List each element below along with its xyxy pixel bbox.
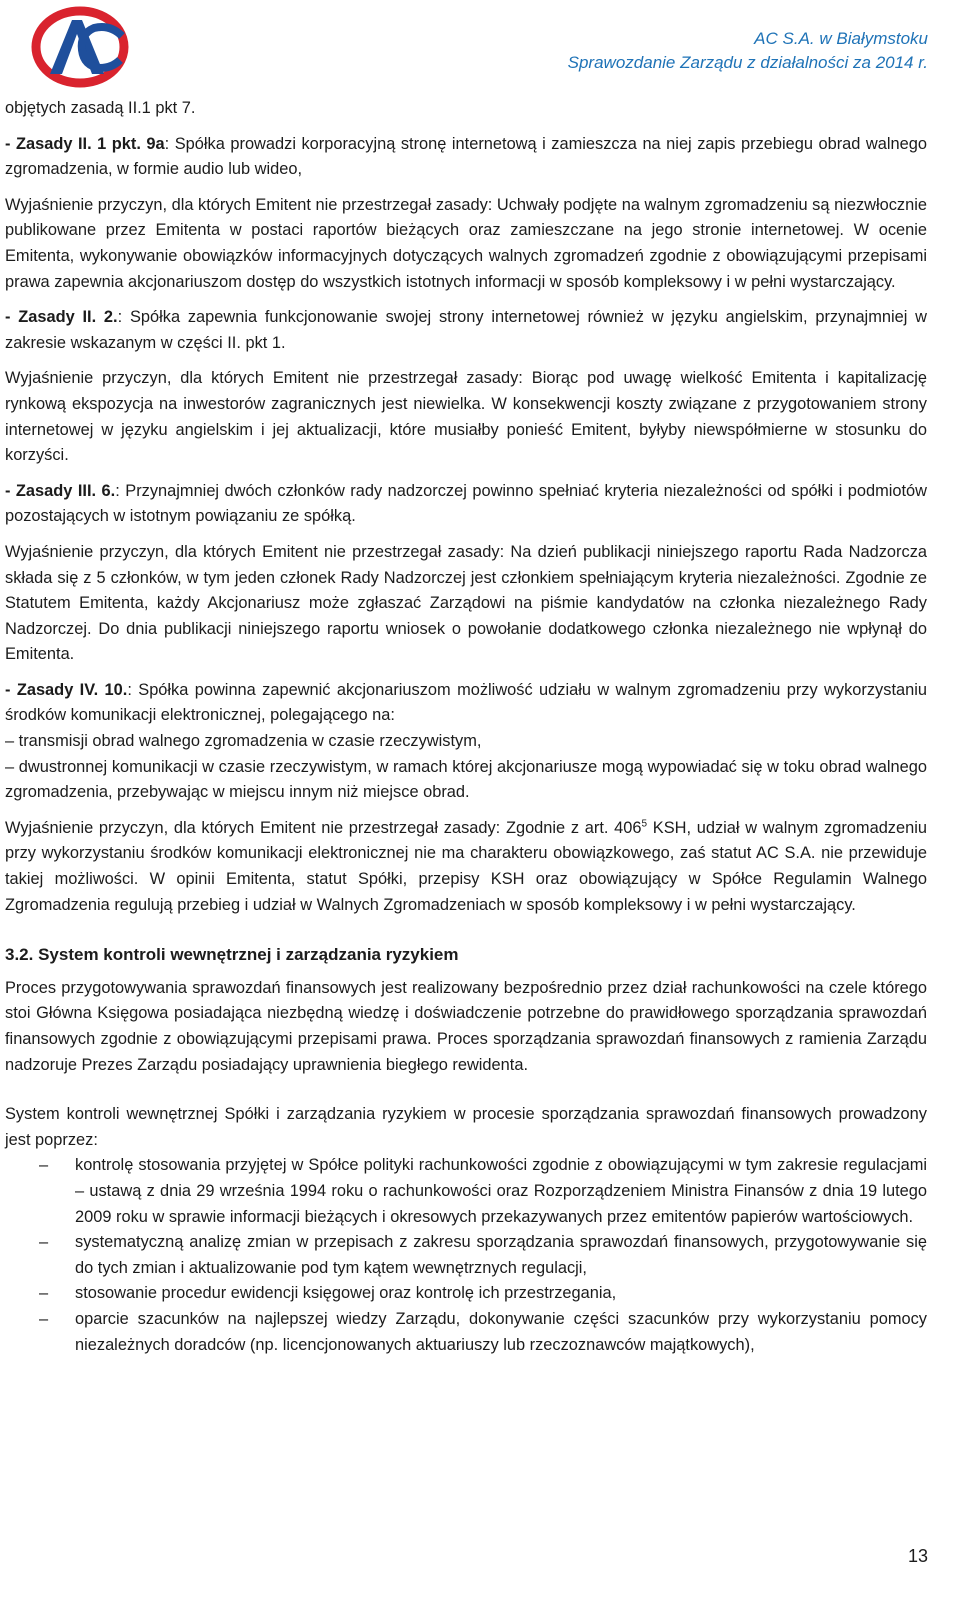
company-logo (30, 6, 130, 88)
rule-label: - Zasady II. 2. (5, 308, 118, 327)
list-item: – transmisji obrad walnego zgromadzenia w czasie rzeczywistym, (5, 732, 482, 751)
rule-label: - Zasady IV. 10. (5, 680, 128, 699)
paragraph: Proces przygotowywania sprawozdań finansowych jest realizowany bezpośrednio przez dział rachunkowości na czele którego stoi Główna Księgowa posiadająca niezbędną wiedzę i doświadczenie potrzebne do prawidłowego sporządzania sprawozdań finansowych zgodnie z obowiązującymi przepisami prawa. Proces sporządzania sprawozdań finansowych z ramienia Zarządu nadzoruje Prezes Zarządu posiadający uprawnienia biegłego rewidenta. (5, 978, 927, 1074)
paragraph: Wyjaśnienie przyczyn, dla których Emitent nie przestrzegał zasady: Zgodnie z art. $406^5$ KSH, udział w walnym zgromadzeniu przy wykorzystaniu środków komunikacji elektronicznej nie ma charakteru obowiązkowego, zaś statut AC S.A. nie przewiduje takiej możliwości. W opinii Emitenta, statut Spółki, przepisy KSH oraz obowiązujący w Spółce Regulamin Walnego Zgromadzenia regulują przebieg i udział w Walnych Zgromadzeniach w sposób kompleksowy i w pełni wystarczający. (5, 818, 927, 914)
bullet-mark: – (39, 1233, 49, 1252)
paragraph: Wyjaśnienie przyczyn, dla których Emitent nie przestrzegał zasady: Na dzień publikacji niniejszego raportu Rada Nadzorcza składa się z 5 członków, w tym jeden członek Rady Nadzorczej jest członkiem spełniającym kryteria niezależności. Zgodnie ze Statutem Emitenta, każdy Akcjonariusz może zgłaszać Zarządowi na piśmie kandydatów na członka niezależnego Rady Nadzorczej. Do dnia publikacji niniejszego raportu wniosek o powołanie dodatkowego członka niezależnego nie wpłynął do Emitenta. (5, 542, 927, 664)
list-item: – dwustronnej komunikacji w czasie rzeczywistym, w ramach której akcjonariusze mogą wypowiadać się w toku obrad walnego zgromadzenia, przebywając w miejscu innym niż miejsce obrad. (5, 757, 927, 802)
paragraph: Wyjaśnienie przyczyn, dla których Emitent nie przestrzegał zasady: Biorąc pod uwagę wielkość Emitenta i kapitalizację rynkową ekspozycja na inwestorów zagranicznych jest niewielka. W konsekwencji koszty związane z przygotowaniem strony internetowej w języku angielskim i jej aktualizacji, które musiałby ponieść Emitent, byłyby niewspółmierne w stosunku do korzyści. (5, 369, 927, 465)
page-number: 13 (907, 1546, 928, 1566)
bullet-item: – oparcie szacunków na najlepszej wiedzy Zarządu, dokonywanie części szacunków przy wykorzystaniu pomocy niezależnych doradców (np. licencjonowanych aktuariuszy lub rzeczoznawców majątkowych), (5, 1307, 927, 1358)
section-heading: 3.2. System kontroli wewnętrznej i zarządzania ryzykiem (5, 945, 459, 965)
rule-paragraph: - Zasady II. 2.: Spółka zapewnia funkcjonowanie swojej strony internetowej również w języku angielskim, przynajmniej w zakresie wskazanym w części II. pkt 1. (5, 308, 927, 352)
rule-paragraph: - Zasady IV. 10.: Spółka powinna zapewnić akcjonariuszom możliwość udziału w walnym zgromadzeniu przy wykorzystaniu środków komunikacji elektronicznej, polegającego na: (5, 680, 927, 725)
bullet-mark: – (39, 1156, 49, 1175)
bullet-item: – stosowanie procedur ewidencji księgowej oraz kontrolę ich przestrzegania, (5, 1281, 927, 1307)
paragraph: System kontroli wewnętrznej Spółki i zarządzania ryzykiem w procesie sporządzania sprawozdań finansowych prowadzony jest poprzez: (5, 1105, 927, 1149)
bullet-mark: – (39, 1284, 49, 1303)
paragraph: Wyjaśnienie przyczyn, dla których Emitent nie przestrzegał zasady: Uchwały podjęte na walnym zgromadzeniu są niezwłocznie publikowane przez Emitenta w postaci raportów bieżących oraz zamieszczane na jego stronie internetowej. W ocenie Emitenta, wykonywanie obowiązków informacyjnych dotyczących walnych zgromadzeń zgodnie z obowiązującymi przepisami prawa zapewnia akcjonariuszom dostęp do wszystkich istotnych informacji w sposób kompleksowy i w pełni wystarczający. (5, 195, 927, 291)
bullet-item: – kontrolę stosowania przyjętej w Spółce polityki rachunkowości zgodnie z obowiązującymi w tym zakresie regulacjami – ustawą z dnia 29 września 1994 roku o rachunkowości oraz Rozporządzeniem Ministra Finansów z dnia 19 lutego 2009 roku w sprawie informacji bieżących i okresowych przekazywanych przez emitentów papierów wartościowych. (5, 1153, 927, 1230)
rule-paragraph: - Zasady III. 6.: Przynajmniej dwóch członków rady nadzorczej powinno spełniać kryteria niezależności od spółki i podmiotów pozostających w istotnym powiązaniu ze spółką. (5, 481, 927, 526)
bullet-item: – systematyczną analizę zmian w przepisach z zakresu sporządzania sprawozdań finansowych, przygotowywanie się do tych zmian i aktualizowanie pod tym kątem wewnętrznych regulacji, (5, 1230, 927, 1281)
header-report: Sprawozdanie Zarządu z działalności za 2014 r. (567, 53, 928, 72)
page-header (568, 27, 928, 75)
bullet-mark: – (39, 1309, 49, 1328)
rule-label: - Zasady III. 6. (5, 481, 116, 500)
paragraph: objętych zasadą II.1 pkt 7. (5, 99, 196, 117)
rule-paragraph: - Zasady II. 1 pkt. 9a: Spółka prowadzi korporacyjną stronę internetową i zamieszcza na niej zapis przebiegu obrad walnego zgromadzenia, w formie audio lub wideo, (5, 134, 927, 179)
rule-label: - Zasady II. 1 pkt. 9a (5, 134, 165, 153)
document-body (5, 96, 927, 1358)
header-company: AC S.A. w Białymstoku (754, 29, 928, 48)
